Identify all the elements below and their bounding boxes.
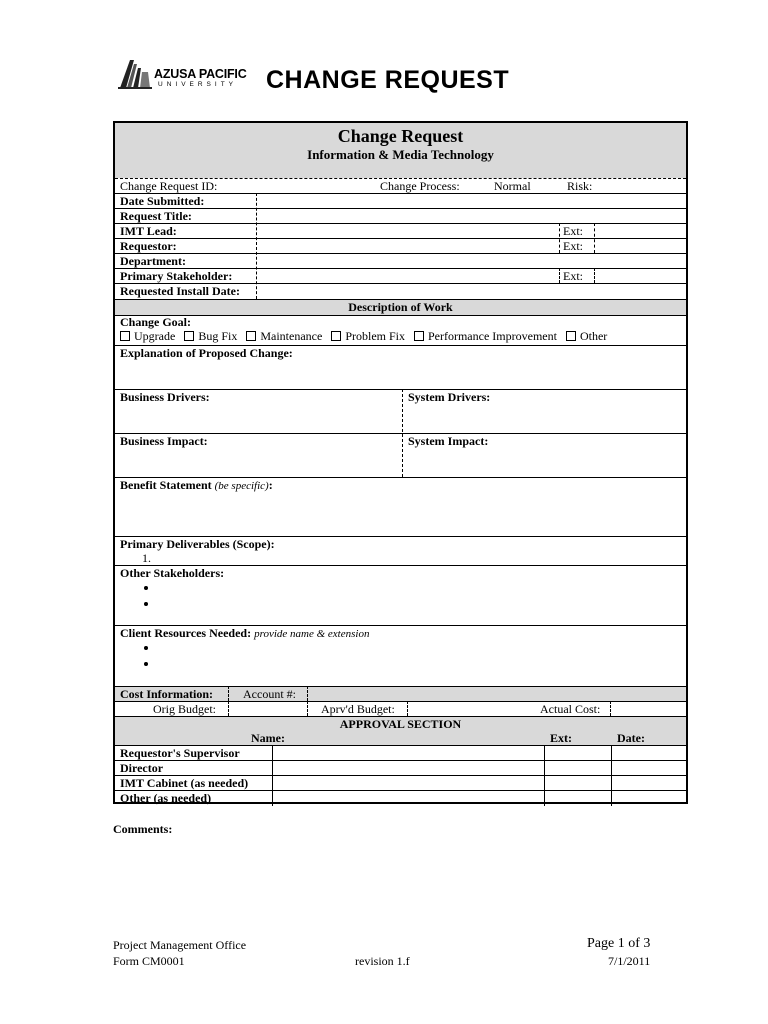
business-drivers-label: Business Drivers: [120, 390, 210, 404]
form-subtitle: Information & Media Technology [307, 147, 494, 162]
footer-office: Project Management Office [113, 938, 247, 952]
footer-revision: revision 1.f [355, 954, 410, 968]
system-impact-label: System Impact: [408, 434, 489, 448]
change-process-value: Normal [494, 179, 531, 193]
approval-ext-column: Ext: [550, 731, 572, 745]
benefit-statement-label: Benefit Statement (be specific): [120, 478, 273, 492]
other-checkbox[interactable] [566, 331, 576, 341]
change-goal-options [120, 329, 613, 343]
approval-date-column: Date: [617, 731, 645, 745]
client-resources-label: Client Resources Needed: provide name & extension [120, 626, 370, 640]
imt-lead-ext-label: Ext: [563, 224, 583, 238]
change-request-id-label: Change Request ID: [120, 179, 218, 193]
primary-stakeholder-label: Primary Stakeholder: [120, 269, 233, 283]
problem-fix-checkbox[interactable] [331, 331, 341, 341]
approval-section-header: APPROVAL SECTION [339, 717, 462, 731]
imt-lead-label: IMT Lead: [120, 224, 177, 238]
requested-install-date-label: Requested Install Date: [120, 284, 240, 298]
form-title: Change Request [337, 126, 464, 146]
approver-row: IMT Cabinet (as needed) [120, 776, 249, 790]
stakeholder-ext-label: Ext: [563, 269, 583, 283]
actual-cost-label: Actual Cost: [540, 702, 601, 716]
comments-label: Comments: [113, 822, 173, 836]
change-process-label: Change Process: [380, 179, 460, 193]
department-label: Department: [120, 254, 186, 268]
logo-name: AZUSA PACIFIC [154, 67, 247, 81]
page-title: CHANGE REQUEST [266, 66, 510, 94]
goal-bug-fix[interactable]: Bug Fix [184, 329, 237, 343]
cost-information-label: Cost Information: [120, 687, 213, 701]
orig-budget-label: Orig Budget: [153, 702, 216, 716]
building-icon [118, 58, 152, 90]
goal-upgrade[interactable]: Upgrade [120, 329, 175, 343]
upgrade-checkbox[interactable] [120, 331, 130, 341]
primary-deliverables-label: Primary Deliverables (Scope): [120, 537, 275, 551]
deliverable-number: 1. [142, 551, 151, 565]
footer-page-number: Page 1 of 3 [587, 936, 651, 951]
bug-fix-checkbox[interactable] [184, 331, 194, 341]
performance-improvement-checkbox[interactable] [414, 331, 424, 341]
account-number-label: Account #: [243, 687, 296, 701]
approver-row: Director [120, 761, 164, 775]
stakeholder-bullet [144, 602, 148, 606]
business-impact-label: Business Impact: [120, 434, 208, 448]
approver-row: Requestor's Supervisor [120, 746, 240, 760]
stakeholder-bullet [144, 586, 148, 590]
approval-name-column: Name: [251, 731, 285, 745]
request-title-label: Request Title: [120, 209, 192, 223]
other-stakeholders-label: Other Stakeholders: [120, 566, 225, 580]
client-resource-bullet [144, 646, 148, 650]
date-submitted-label: Date Submitted: [120, 194, 205, 208]
goal-problem-fix[interactable]: Problem Fix [331, 329, 405, 343]
goal-other[interactable]: Other [566, 329, 607, 343]
aprvd-budget-label: Aprv'd Budget: [321, 702, 395, 716]
maintenance-checkbox[interactable] [246, 331, 256, 341]
change-request-form [113, 121, 688, 804]
approver-row: Other (as needed) [120, 791, 212, 805]
university-logo [118, 58, 254, 92]
description-of-work-header: Description of Work [348, 300, 453, 314]
system-drivers-label: System Drivers: [408, 390, 491, 404]
requestor-ext-label: Ext: [563, 239, 583, 253]
goal-performance-improvement[interactable]: Performance Improvement [414, 329, 557, 343]
goal-maintenance[interactable]: Maintenance [246, 329, 322, 343]
risk-label: Risk: [567, 179, 593, 193]
requestor-label: Requestor: [120, 239, 177, 253]
client-resource-bullet [144, 662, 148, 666]
change-goal-label: Change Goal: [120, 315, 192, 329]
footer-date: 7/1/2011 [608, 954, 651, 968]
footer-form-id: Form CM0001 [113, 954, 185, 968]
explanation-label: Explanation of Proposed Change: [120, 346, 293, 360]
logo-subtitle: UNIVERSITY [158, 81, 238, 88]
